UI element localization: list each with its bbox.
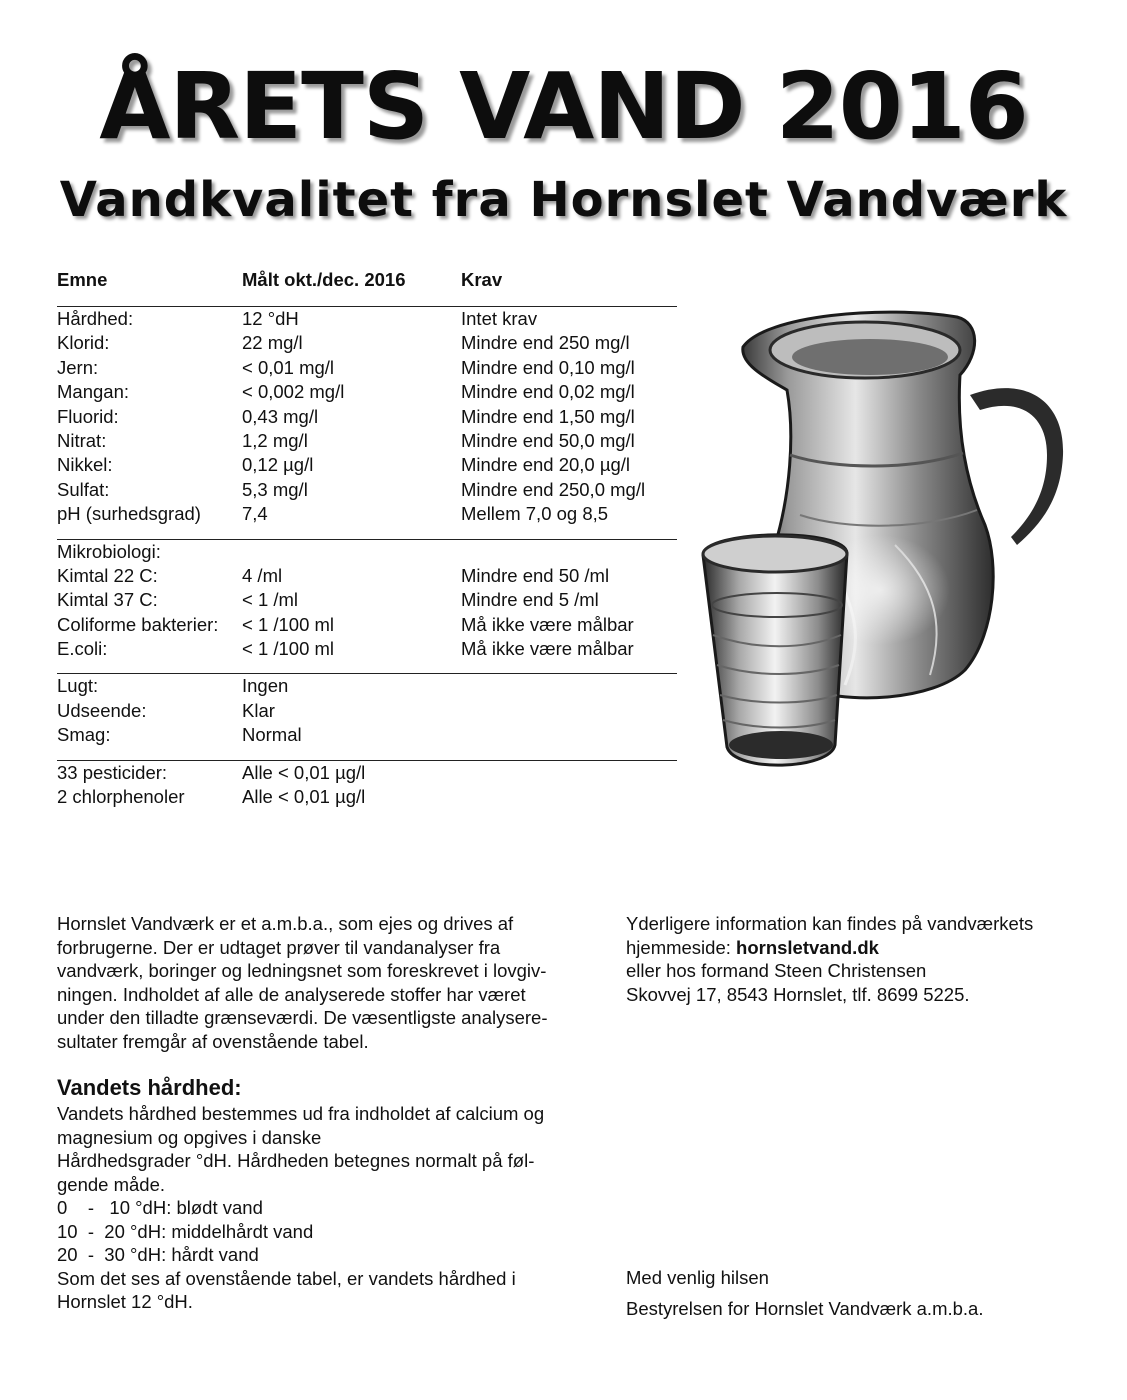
hardness-heading: Vandets hårdhed: (57, 1075, 242, 1100)
water-quality-table (57, 266, 677, 809)
table-row: Kimtal 22 C: 4 /ml Mindre end 50 /ml (57, 564, 610, 586)
section-label-mikrobiologi: Mikrobiologi: (57, 540, 161, 562)
page-subtitle: Vandkvalitet fra Hornslet Vandværk (59, 172, 1068, 228)
signature-block: Med venlig hilsen Bestyrelsen for Hornslet Vandværk a.m.b.a. (626, 1267, 984, 1319)
glass-shape (703, 535, 847, 765)
table-row: Klorid: 22 mg/l Mindre end 250 mg/l (57, 332, 630, 354)
table-row: Coliforme bakterier: < 1 /100 ml Må ikke være målbar (57, 613, 634, 635)
header-emne: Emne (57, 269, 108, 290)
table-row: Lugt: Ingen (57, 675, 289, 697)
website-link[interactable]: hornsletvand.dk (736, 936, 879, 958)
intro-paragraph: Hornslet Vandværk er et a.m.b.a., som ejes og drives af forbrugerne. Der er udtaget prøver til vandanalyser fra vandværk, boringer og ledningsnet som foreskrevet i lovgiv- ningen. Indholdet af alle de analyserede stoffer har været under den tilladte grænseværdi. De væsentligste analysere- sultater fremgår af ovenstående tabel. (57, 913, 548, 1052)
table-row: Nikkel: 0,12 µg/l Mindre end 20,0 µg/l (57, 454, 631, 476)
header-krav: Krav (461, 269, 503, 290)
table-row: pH (surhedsgrad) 7,4 Mellem 7,0 og 8,5 (57, 503, 609, 525)
table-row: 2 chlorphenoler Alle < 0,01 µg/l (57, 786, 366, 808)
table-row: Mangan: < 0,002 mg/l Mindre end 0,02 mg/l (57, 381, 635, 403)
table-row: Udseende: Klar (57, 699, 275, 721)
table-row: Kimtal 37 C: < 1 /ml Mindre end 5 /ml (57, 589, 599, 611)
water-pitcher-and-glass-illustration (695, 305, 1075, 795)
table-row: Fluorid: 0,43 mg/l Mindre end 1,50 mg/l (57, 405, 635, 427)
contact-info: Yderligere information kan findes på vandværkets hjemmeside: hornsletvand.dk eller hos formand Steen Christensen Skovvej 17, 8543 Hornslet, tlf. 8699 5225. (626, 913, 1034, 1005)
table-row: Smag: Normal (57, 724, 302, 746)
table-header-row (57, 266, 677, 294)
table-row: 33 pesticider: Alle < 0,01 µg/l (57, 761, 366, 783)
page-title: ÅRETS VAND 2016 (99, 53, 1028, 160)
hardness-paragraph: Vandets hårdhed bestemmes ud fra indholdet af calcium og magnesium og opgives i danske Hårdhedsgrader °dH. Hårdheden betegnes normalt på føl- gende måde. 0 - 10 °dH: blødt vand 10 - 20 °dH: middelhårdt vand 20 - 30 °dH: hårdt vand Som det ses af ovenstående tabel, er vandets hårdhed i Hornslet 12 °dH. (57, 1103, 545, 1312)
table-row: Sulfat: 5,3 mg/l Mindre end 250,0 mg/l (57, 478, 646, 500)
table-row: Hårdhed: 12 °dH Intet krav (57, 308, 538, 329)
table-row: Nitrat: 1,2 mg/l Mindre end 50,0 mg/l (57, 429, 635, 451)
header-maalt: Målt okt./dec. 2016 (242, 269, 406, 290)
table-row: E.coli: < 1 /100 ml Må ikke være målbar (57, 638, 634, 660)
table-row: Jern: < 0,01 mg/l Mindre end 0,10 mg/l (57, 356, 635, 378)
